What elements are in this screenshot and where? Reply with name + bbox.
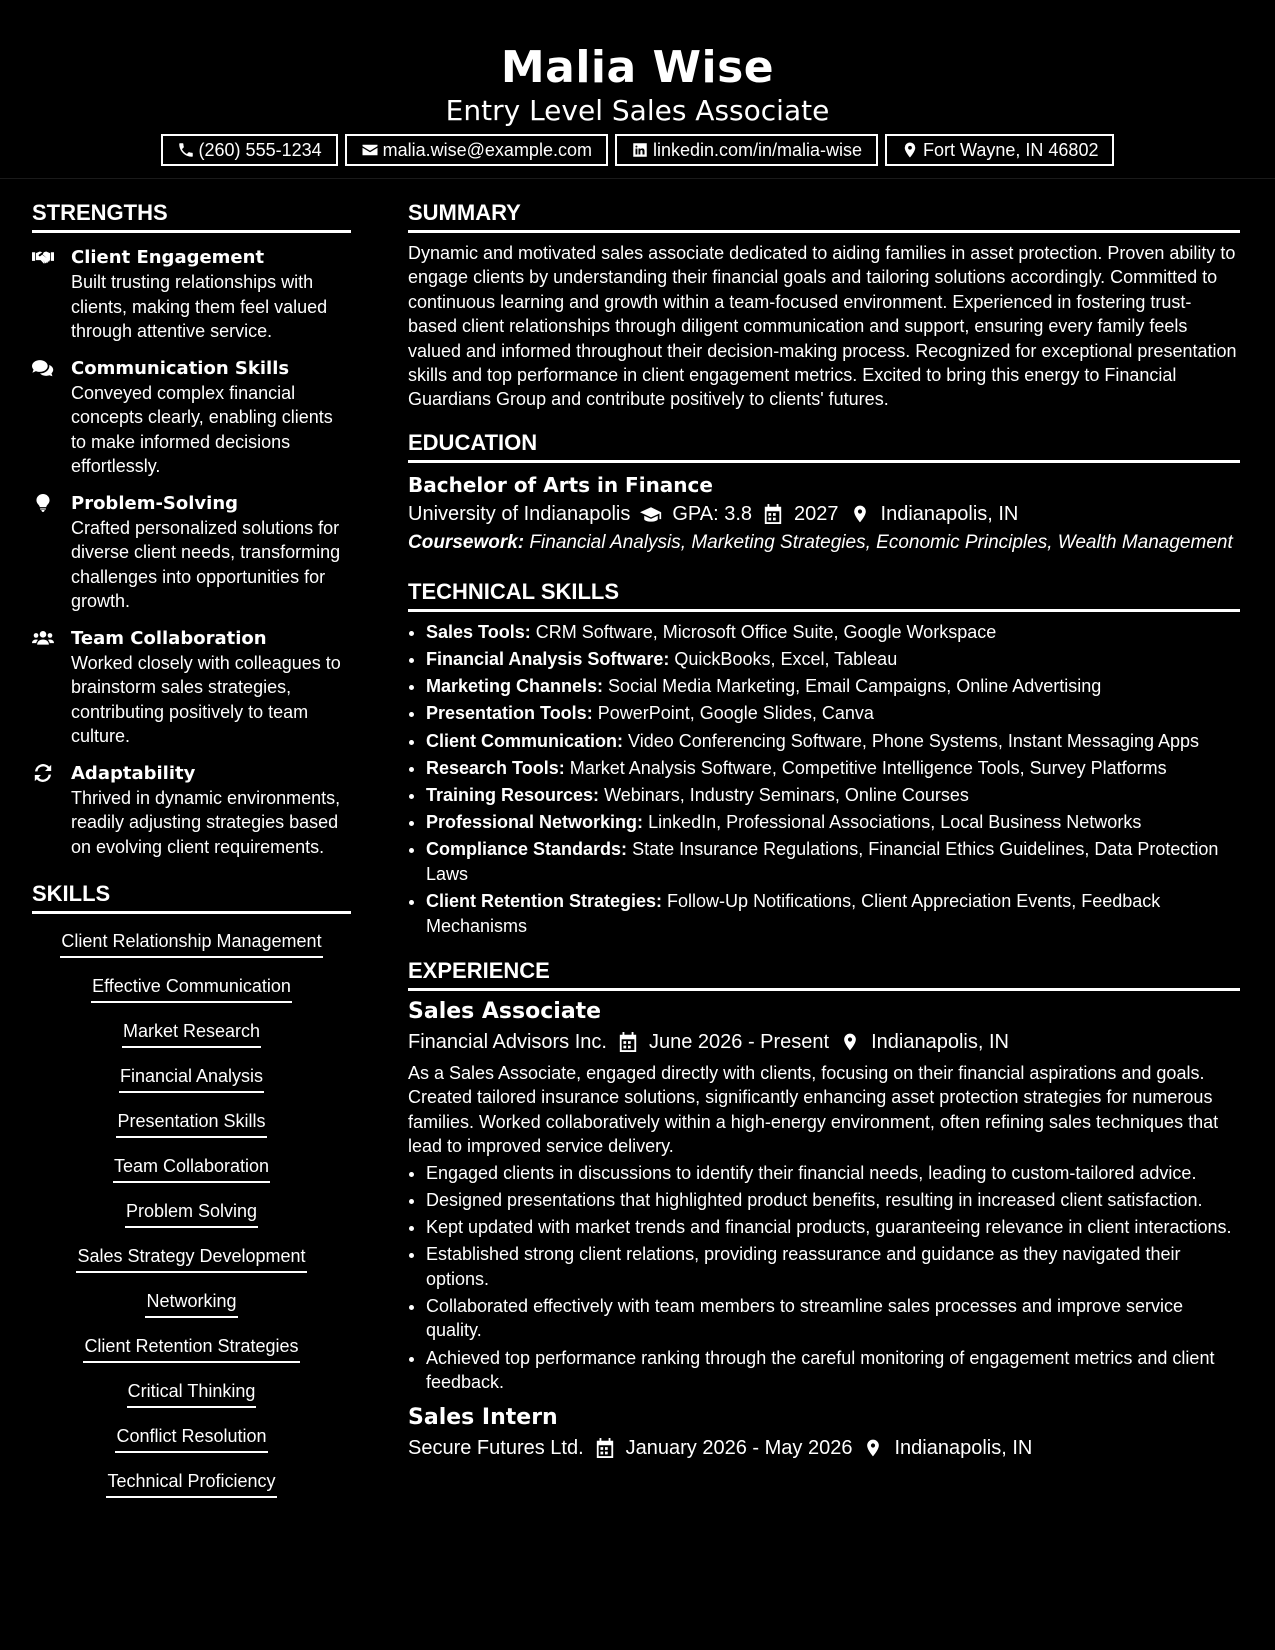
strength-title: Adaptability [71, 762, 196, 784]
calendar-icon [762, 504, 784, 524]
tech-skill-value: PowerPoint, Google Slides, Canva [597, 703, 874, 724]
job-achievements [408, 1161, 1240, 1395]
tech-skill-label: Compliance Standards: [426, 839, 628, 860]
map-marker-icon [901, 141, 919, 159]
strength-description: Crafted personalized solutions for diverse client needs, transforming challenges into opportunities for growth. [71, 517, 341, 611]
strength-title: Team Collaboration [71, 627, 267, 649]
tech-skill-label: Client Retention Strategies: [426, 891, 663, 912]
tech-skill-label: Professional Networking: [426, 812, 644, 833]
email-text: malia.wise@example.com [382, 140, 592, 160]
experience-heading: EXPERIENCE [408, 956, 1240, 991]
tech-skill-label: Research Tools: [426, 757, 565, 778]
tech-skill-item [426, 729, 1240, 754]
contact-linkedin[interactable] [615, 134, 878, 166]
handshake-icon [32, 247, 54, 267]
tech-skill-item [426, 889, 1240, 938]
map-marker-icon [839, 1032, 861, 1052]
tech-skill-value: Video Conferencing Software, Phone Systems, Instant Messaging Apps [628, 730, 1200, 751]
strength-item [32, 491, 351, 614]
skill-tag: Problem Solving [125, 1198, 258, 1228]
coursework [408, 531, 1240, 555]
tech-skill-item [426, 810, 1240, 835]
tech-skill-label: Financial Analysis Software: [426, 649, 670, 670]
coursework-label: Coursework: [408, 531, 525, 553]
left-column [32, 198, 351, 1513]
tech-skill-value: QuickBooks, Excel, Tableau [674, 649, 898, 670]
contact-location [885, 134, 1114, 166]
skills-heading: SKILLS [32, 879, 351, 914]
strength-title: Client Engagement [71, 247, 265, 268]
strength-description: Built trusting relationships with clients, making them feel valued through attentive service. [71, 272, 328, 341]
contact-bar [0, 134, 1275, 166]
tech-skill-value: Social Media Marketing, Email Campaigns, Online Advertising [608, 676, 1102, 697]
school-location: Indianapolis, IN [880, 502, 1019, 525]
tech-skill-item [426, 620, 1240, 645]
skill-tag: Effective Communication [91, 973, 292, 1003]
calendar-icon [594, 1438, 616, 1458]
comments-icon [32, 358, 54, 378]
tech-skill-value: Webinars, Industry Seminars, Online Courses [604, 784, 969, 805]
lightbulb-icon [32, 493, 54, 513]
coursework-list: Financial Analysis, Marketing Strategies, Economic Principles, Wealth Management [529, 531, 1233, 553]
gpa-text: GPA: 3.8 [672, 502, 753, 525]
job-title: Sales Associate [408, 999, 602, 1025]
strength-description: Worked closely with colleagues to brainstorm sales strategies, contributing positively to team culture. [71, 652, 341, 746]
strength-title: Communication Skills [71, 357, 290, 379]
strength-item [32, 356, 351, 479]
achievement-item: • Collaborated effectively with team members to streamline sales processes and improve service quality. [426, 1294, 1240, 1343]
skills-list [32, 928, 351, 1513]
summary-heading: SUMMARY [408, 198, 1240, 233]
users-icon [32, 628, 54, 648]
job-location: Indianapolis, IN [871, 1031, 1009, 1054]
map-marker-icon [849, 504, 871, 524]
skill-tag: Client Relationship Management [60, 928, 322, 958]
resume-header [0, 0, 1275, 179]
skill-tag: Market Research [122, 1018, 261, 1048]
tech-skill-value: Follow-Up Notifications, Client Appreciation Events, Feedback Mechanisms [426, 891, 1161, 936]
sync-icon [32, 763, 54, 783]
job-entry [408, 997, 1240, 1395]
company-name: Secure Futures Ltd. [408, 1436, 584, 1459]
strength-item [32, 245, 351, 344]
education-meta [408, 499, 1240, 529]
job-description: As a Sales Associate, engaged directly with clients, focusing on their financial aspirations and goals. Created tailored insurance solutions, significantly enhancing asset protection strategies for numerous families. Worked collaboratively within a high-energy environment, often refining sales techniques that lead to improved service delivery. [408, 1063, 1219, 1157]
tech-skill-label: Client Communication: [426, 730, 623, 751]
tech-skill-item [426, 837, 1240, 886]
contact-email[interactable] [345, 134, 608, 166]
achievement-item: • Kept updated with market trends and financial products, guaranteeing relevance in client interactions. [426, 1215, 1240, 1240]
tech-skill-value: CRM Software, Microsoft Office Suite, Google Workspace [535, 621, 997, 642]
tech-skill-item [426, 783, 1240, 808]
strength-title: Problem-Solving [71, 492, 239, 514]
tech-skill-item [426, 756, 1240, 781]
school-name: University of Indianapolis [408, 502, 631, 525]
contact-phone[interactable] [161, 134, 338, 166]
job-title: Sales Intern [408, 1404, 558, 1430]
skill-tag: Conflict Resolution [115, 1423, 267, 1453]
tech-skill-label: Presentation Tools: [426, 703, 593, 724]
job-meta [408, 1433, 1240, 1463]
technical-skills-list [408, 620, 1240, 938]
tech-skill-label: Training Resources: [426, 784, 600, 805]
job-entry [408, 1403, 1240, 1463]
achievement-item: • Engaged clients in discussions to identify their financial needs, leading to custom-tailored advice. [426, 1161, 1240, 1186]
strengths-heading: STRENGTHS [32, 198, 351, 233]
degree-title: Bachelor of Arts in Finance [408, 472, 713, 497]
tech-skill-value: LinkedIn, Professional Associations, Local Business Networks [648, 812, 1142, 833]
skill-tag: Technical Proficiency [106, 1468, 276, 1498]
skill-tag: Team Collaboration [113, 1153, 270, 1183]
candidate-name: Malia Wise [500, 42, 775, 93]
achievement-item: • Designed presentations that highlighted product benefits, resulting in increased client satisfaction. [426, 1188, 1240, 1213]
tech-skill-label: Sales Tools: [426, 621, 531, 642]
skill-tag: Networking [145, 1288, 237, 1318]
technical-skills-heading: TECHNICAL SKILLS [408, 577, 1240, 612]
graduation-year: 2027 [794, 502, 839, 525]
skill-tag: Financial Analysis [119, 1063, 264, 1093]
strength-description: Conveyed complex financial concepts clearly, enabling clients to make informed decisions effortlessly. [71, 382, 333, 476]
tech-skill-item [426, 674, 1240, 699]
location-text: Fort Wayne, IN 46802 [923, 140, 1099, 160]
linkedin-icon [631, 141, 649, 159]
tech-skill-item [426, 701, 1240, 726]
job-dates: January 2026 - May 2026 [625, 1436, 853, 1459]
company-name: Financial Advisors Inc. [408, 1031, 607, 1054]
map-marker-icon [862, 1438, 884, 1458]
skill-tag: Sales Strategy Development [76, 1243, 306, 1273]
job-location: Indianapolis, IN [894, 1436, 1033, 1459]
tech-skill-label: Marketing Channels: [426, 676, 604, 697]
job-dates: June 2026 - Present [648, 1031, 830, 1054]
phone-text: (260) 555-1234 [198, 140, 322, 160]
skill-tag: Client Retention Strategies [83, 1333, 299, 1363]
calendar-icon [617, 1032, 639, 1052]
achievement-item: • Established strong client relations, providing reassurance and guidance as they navigated their options. [426, 1242, 1240, 1291]
strength-item [32, 761, 351, 860]
skill-tag: Presentation Skills [116, 1108, 266, 1138]
strength-item [32, 626, 351, 749]
job-meta [408, 1027, 1240, 1057]
linkedin-text: linkedin.com/in/malia-wise [652, 140, 863, 160]
right-column [408, 198, 1240, 1463]
summary-text: Dynamic and motivated sales associate dedicated to aiding families in asset protection. Proven ability to engage clients by understanding their financial goals and tailoring solutions accordingly. Committed to continuous learning and growth within a team-focused environment. Experienced in fostering trust-based client relationships through diligent communication and support, ensuring every family feels valued and informed throughout their decision-making process. Recognized for exceptional presentation skills and top performance in client engagement metrics. Excited to bring this energy to Financial Guardians Group and contribute positively to clients' futures. [408, 243, 1237, 410]
graduation-cap-icon [640, 504, 662, 524]
achievement-item: • Achieved top performance ranking through the careful monitoring of engagement metrics and client feedback. [426, 1346, 1240, 1395]
phone-icon [177, 141, 195, 159]
envelope-icon [361, 141, 379, 159]
tech-skill-value: Market Analysis Software, Competitive Intelligence Tools, Survey Platforms [569, 757, 1167, 778]
tech-skill-item [426, 647, 1240, 672]
strength-description: Thrived in dynamic environments, readily adjusting strategies based on evolving client requirements. [71, 787, 341, 857]
tech-skill-value: State Insurance Regulations, Financial Ethics Guidelines, Data Protection Laws [426, 839, 1219, 884]
education-heading: EDUCATION [408, 428, 1240, 463]
candidate-title: Entry Level Sales Associate [445, 94, 830, 127]
skill-tag: Critical Thinking [127, 1378, 257, 1408]
